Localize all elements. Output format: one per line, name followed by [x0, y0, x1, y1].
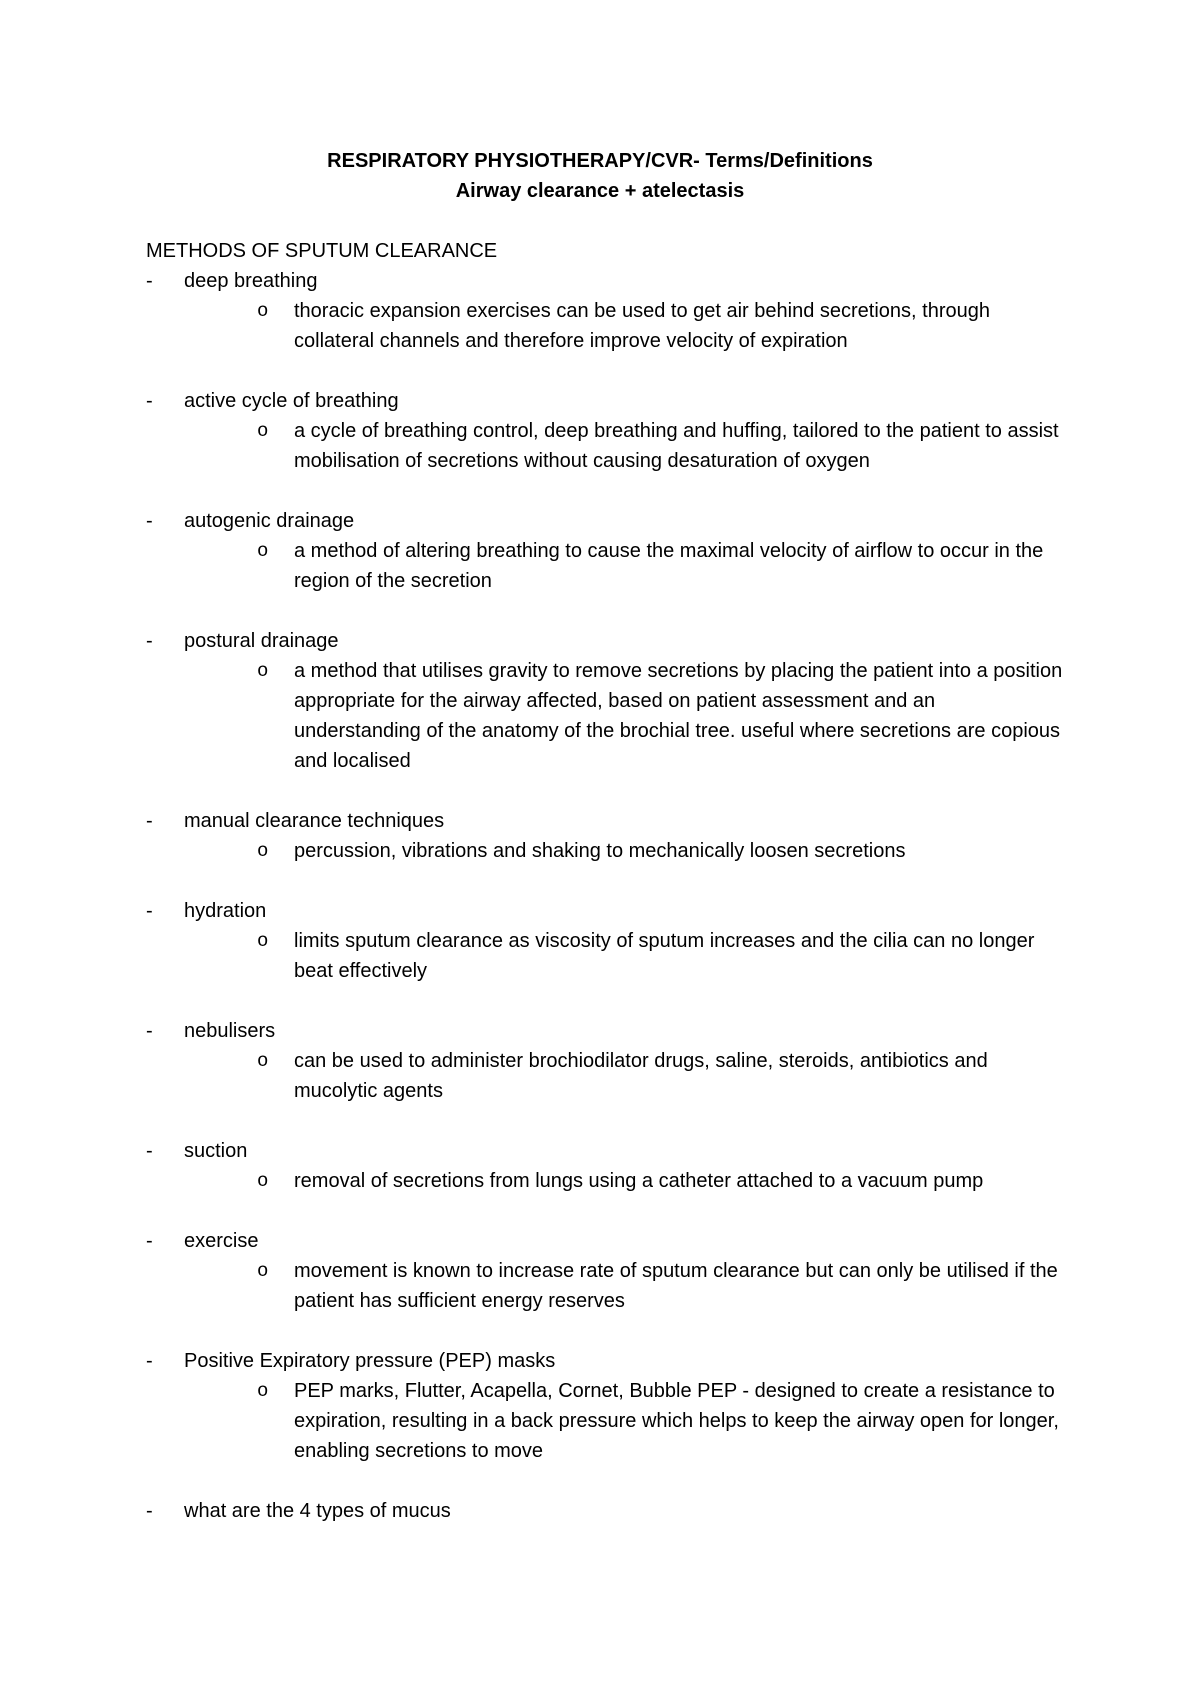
term-label: suction [184, 1140, 248, 1162]
definition-list [184, 656, 1066, 776]
definition-item [184, 656, 1066, 776]
term-label: active cycle of breathing [184, 390, 399, 412]
term-label: nebulisers [184, 1020, 276, 1042]
list-item [146, 386, 1066, 476]
definition-item [184, 1256, 1066, 1316]
definition-text: can be used to administer brochiodilator drugs, saline, steroids, antibiotics and mucolytic agents [294, 1050, 988, 1102]
circle-bullet-icon: o [257, 420, 269, 442]
definition-item [184, 1376, 1066, 1466]
definition-text: a method that utilises gravity to remove secretions by placing the patient into a position appropriate for the airway affected, based on patient assessment and an understanding of the anatomy of the brochial tree. useful where secretions are copious and localised [294, 660, 1063, 772]
term-label: Positive Expiratory pressure (PEP) masks [184, 1350, 556, 1372]
definition-list [184, 926, 1066, 986]
list-item [146, 1136, 1066, 1196]
term-label: autogenic drainage [184, 510, 355, 532]
definition-text: PEP marks, Flutter, Acapella, Cornet, Bubble PEP - designed to create a resistance to expiration, resulting in a back pressure which helps to keep the airway open for longer, enabling secretions to move [294, 1380, 1059, 1462]
definition-list [184, 1046, 1066, 1106]
list-item [146, 1226, 1066, 1316]
title-block [0, 146, 1200, 206]
definition-list [184, 836, 1066, 866]
list-item [146, 1496, 1066, 1526]
definition-text: limits sputum clearance as viscosity of sputum increases and the cilia can no longer beat effectively [294, 930, 1035, 982]
dash-marker: - [146, 1350, 153, 1372]
definition-item [184, 416, 1066, 476]
dash-marker: - [146, 1230, 153, 1252]
circle-bullet-icon: o [257, 1380, 269, 1402]
document-subtitle: Airway clearance + atelectasis [455, 180, 745, 202]
term-label: postural drainage [184, 630, 339, 652]
circle-bullet-icon: o [257, 1170, 269, 1192]
list-item [146, 266, 1066, 356]
circle-bullet-icon: o [257, 300, 269, 322]
term-list [146, 266, 1066, 1556]
term-label: exercise [184, 1230, 259, 1252]
definition-item [184, 1046, 1066, 1106]
dash-marker: - [146, 1020, 153, 1042]
list-item [146, 1016, 1066, 1106]
document-title: RESPIRATORY PHYSIOTHERAPY/CVR- Terms/Definitions [327, 150, 873, 172]
dash-marker: - [146, 390, 153, 412]
circle-bullet-icon: o [257, 1050, 269, 1072]
definition-item [184, 536, 1066, 596]
definition-list [184, 1256, 1066, 1316]
circle-bullet-icon: o [257, 660, 269, 682]
definition-list [184, 296, 1066, 356]
definition-list [184, 1376, 1066, 1466]
definition-text: a method of altering breathing to cause the maximal velocity of airflow to occur in the region of the secretion [294, 540, 1044, 592]
term-label: deep breathing [184, 270, 318, 292]
circle-bullet-icon: o [257, 840, 269, 862]
list-item [146, 626, 1066, 776]
definition-list [184, 1166, 1066, 1196]
dash-marker: - [146, 900, 153, 922]
dash-marker: - [146, 510, 153, 532]
circle-bullet-icon: o [257, 540, 269, 562]
dash-marker: - [146, 1500, 153, 1522]
definition-item [184, 1166, 1066, 1196]
list-item [146, 1346, 1066, 1466]
definition-list [184, 416, 1066, 476]
definition-list [184, 536, 1066, 596]
section-heading: METHODS OF SPUTUM CLEARANCE [146, 240, 498, 262]
list-item [146, 506, 1066, 596]
circle-bullet-icon: o [257, 930, 269, 952]
list-item [146, 806, 1066, 866]
definition-item [184, 296, 1066, 356]
dash-marker: - [146, 1140, 153, 1162]
definition-text: a cycle of breathing control, deep breathing and huffing, tailored to the patient to assist mobilisation of secretions without causing desaturation of oxygen [294, 420, 1059, 472]
term-label: manual clearance techniques [184, 810, 445, 832]
definition-item [184, 836, 1066, 866]
definition-text: movement is known to increase rate of sputum clearance but can only be utilised if the patient has sufficient energy reserves [294, 1260, 1058, 1312]
definition-text: removal of secretions from lungs using a catheter attached to a vacuum pump [294, 1170, 984, 1192]
term-label: hydration [184, 900, 267, 922]
dash-marker: - [146, 630, 153, 652]
term-label: what are the 4 types of mucus [184, 1500, 451, 1522]
dash-marker: - [146, 270, 153, 292]
dash-marker: - [146, 810, 153, 832]
list-item [146, 896, 1066, 986]
definition-text: thoracic expansion exercises can be used to get air behind secretions, through collateral channels and therefore improve velocity of expiration [294, 300, 990, 352]
definition-text: percussion, vibrations and shaking to mechanically loosen secretions [294, 840, 906, 862]
definition-item [184, 926, 1066, 986]
circle-bullet-icon: o [257, 1260, 269, 1282]
